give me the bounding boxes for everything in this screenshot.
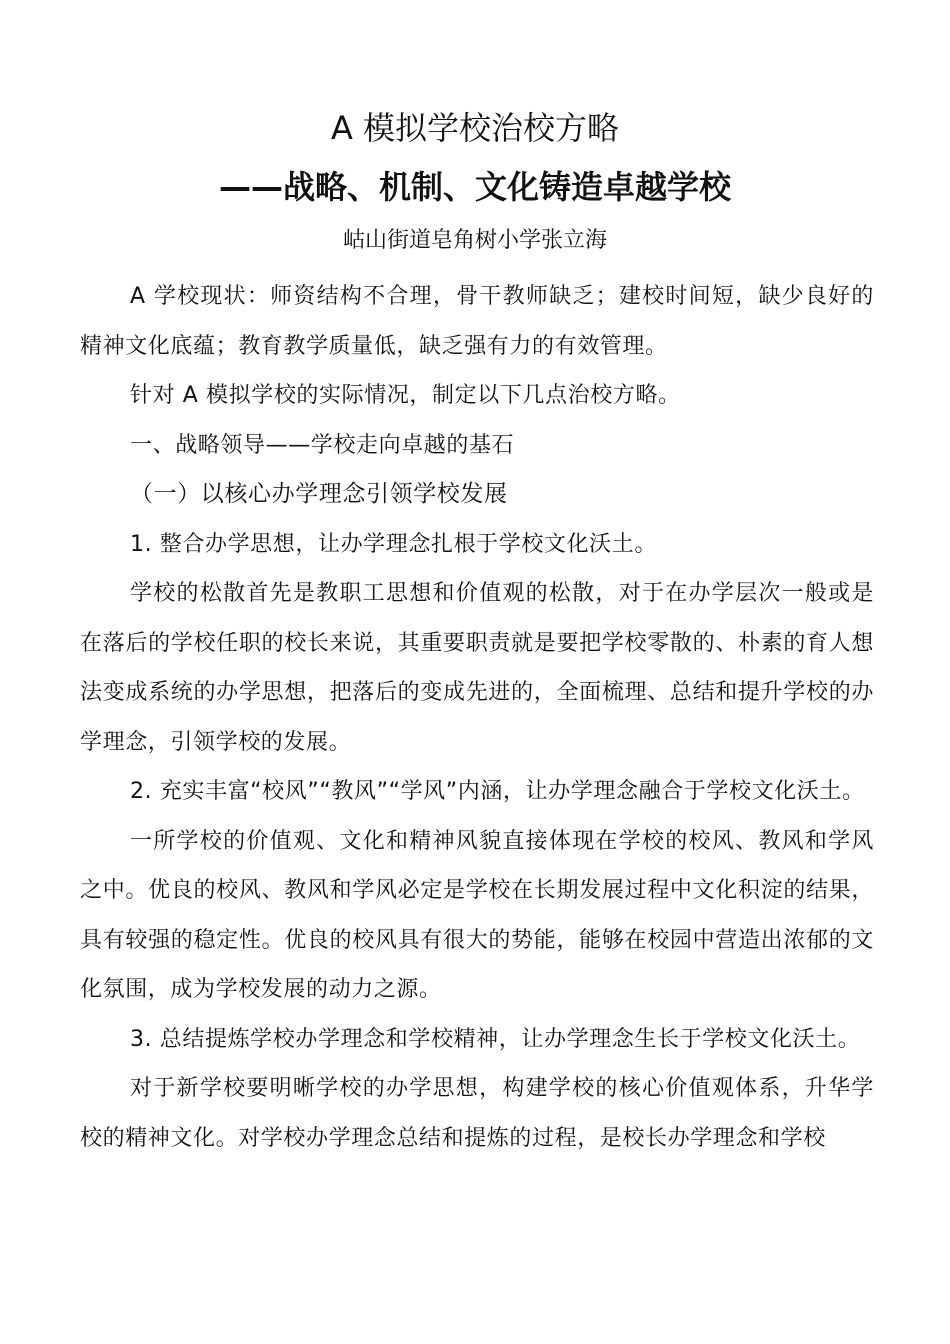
paragraph-body-3: 对于新学校要明晰学校的办学思想，构建学校的核心价值观体系，升华学校的精神文化。对学校办学理念总结和提炼的过程，是校长办学理念和学校: [80, 1076, 874, 1151]
document-author: 岵山街道皂角树小学张立海: [342, 228, 607, 253]
document-body: [80, 272, 874, 1163]
section-heading-1: 一、战略领导——学校走向卓越的基石: [130, 432, 515, 458]
document-title: A 模拟学校治校方略: [330, 109, 620, 147]
paragraph-body-2: 一所学校的价值观、文化和精神风貌直接体现在学校的校风、教风和学风之中。优良的校风、教风和学风必定是学校在长期发展过程中文化积淀的结果，具有较强的稳定性。优良的校风具有很大的势能，能够在校园中营造出浓郁的文化氛围，成为学校发展的动力之源。: [80, 828, 874, 1002]
paragraph-item-2: 2. 充实丰富“校风”“教风”“学风”内涵，让办学理念融合于学校文化沃土。: [130, 779, 865, 804]
paragraph-item-1: 1. 整合办学思想，让办学理念扎根于学校文化沃土。: [130, 531, 657, 557]
subsection-heading-1: （一）以核心办学理念引领学校发展: [130, 481, 508, 507]
paragraph-status: A 学校现状：师资结构不合理，骨干教师缺乏；建校时间短，缺少良好的精神文化底蕴；教育教学质量低，缺乏强有力的有效管理。: [80, 284, 874, 359]
paragraph-body-1: 学校的松散首先是教职工思想和价值观的松散，对于在办学层次一般或是在落后的学校任职的校长来说，其重要职责就是要把学校零散的、朴素的育人想法变成系统的办学思想，把落后的变成先进的，全面梳理、总结和提升学校的办学理念，引领学校的发展。: [80, 581, 874, 755]
paragraph-item-3: 3. 总结提炼学校办学理念和学校精神，让办学理念生长于学校文化沃土。: [130, 1026, 861, 1052]
document-subtitle: ——战略、机制、文化铸造卓越学校: [218, 168, 731, 206]
paragraph-intro: 针对 A 模拟学校的实际情况，制定以下几点治校方略。: [130, 383, 681, 408]
